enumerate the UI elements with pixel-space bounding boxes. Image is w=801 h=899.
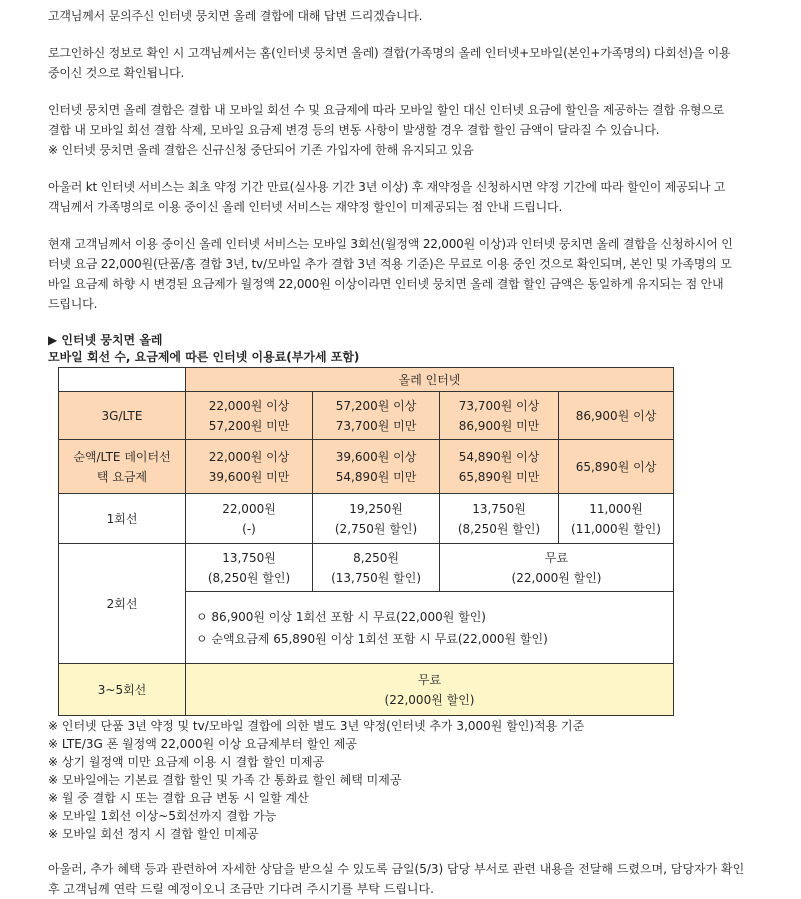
section-subtitle: 모바일 회선 수, 요금제에 따른 인터넷 이용료(부가세 포함) (48, 350, 360, 364)
answer-document (48, 6, 778, 899)
note-item: ※ 모바일 1회선 이상~5회선까지 결합 가능 (48, 809, 277, 823)
cell-line: (8,250원 할인) (207, 570, 291, 585)
cell-line: 39,600원 미만 (208, 469, 290, 484)
cell-line: 73,700원 이상 (458, 398, 540, 413)
table-cell (440, 494, 559, 544)
table-row (59, 440, 674, 494)
current-line-2: 터넷 요금 22,000원(단품/홈 결합 3년, tv/모바일 추가 결합 3년 적용 기준)은 무료로 이용 중인 것으로 확인되며, 본인 및 가족명의 모 (48, 257, 732, 271)
contract-line-2: 객님께서 가족명의로 이용 중이신 올레 인터넷 서비스는 재약정 할인이 미제공되는 점 안내 드립니다. (48, 200, 563, 214)
closing-line-1: 아울러, 추가 혜택 등과 관련하여 자세한 상담을 받으실 수 있도록 금일(5/3) 담당 부서로 관련 내용을 전달해 드렸으며, 담당자가 확인 (48, 862, 745, 876)
cell-line: (22,000원 할인) (384, 692, 475, 707)
table-cell (313, 544, 440, 592)
table-row (59, 368, 674, 392)
table-cell (186, 494, 313, 544)
closing-line-2: 후 고객님께 연락 드릴 예정이오니 조금만 기다려 주시기를 부탁 드립니다. (48, 882, 434, 896)
table-cell (313, 494, 440, 544)
cell-line: (13,750원 할인) (331, 570, 422, 585)
cell-line: 11,000원 (589, 501, 643, 516)
table-row (59, 664, 674, 716)
cell-line: (2,750원 할인) (334, 521, 418, 536)
cell-line: 22,000원 이상 (208, 398, 290, 413)
table-cell: 65,890원 이상 (559, 440, 674, 494)
row-label-3g-lte: 3G/LTE (59, 392, 186, 440)
cell-line: 54,890원 이상 (458, 449, 540, 464)
cell-line: 순액/LTE 데이터선 (73, 449, 171, 464)
table-cell (186, 440, 313, 494)
current-line-1: 현재 고객님께서 이용 중이신 올레 인터넷 서비스는 모바일 3회선(월정액 22,000원 이상)과 인터넷 뭉치면 올레 결합을 신청하시어 인 (48, 237, 733, 251)
note-item: ※ 모바일 회선 정지 시 결합 할인 미제공 (48, 827, 259, 841)
table-cell (186, 544, 313, 592)
rate-table (58, 367, 674, 716)
table-cell (440, 440, 559, 494)
row-label-1-line: 1회선 (59, 494, 186, 544)
table-header: 올레 인터넷 (186, 368, 674, 392)
table-cell (440, 392, 559, 440)
cell-line: 57,200원 미만 (208, 418, 290, 433)
confirm-line-2: 중이신 것으로 확인됩니다. (48, 66, 185, 80)
description-paragraph (48, 100, 778, 160)
table-cell (313, 440, 440, 494)
note-item: ※ LTE/3G 폰 월정액 22,000원 이상 요금제부터 할인 제공 (48, 737, 357, 751)
table-row (59, 544, 674, 592)
current-line-4: 드립니다. (48, 297, 98, 311)
contract-line-1: 아울러 kt 인터넷 서비스는 최초 약정 기간 만료(실사용 기간 3년 이상) 후 재약정을 신청하시면 약정 기간에 따라 할인이 제공되나 고 (48, 180, 726, 194)
cell-line: 86,900원 미만 (458, 418, 540, 433)
table-row (59, 392, 674, 440)
note-item: ※ 상기 월정액 미만 요금제 이용 시 결합 할인 미제공 (48, 755, 325, 769)
cell-line: 택 요금제 (96, 469, 148, 484)
two-line-conditions (186, 592, 674, 664)
note-item: ※ 월 중 결합 시 또는 결합 요금 변동 시 일할 계산 (48, 791, 309, 805)
cell-line: 39,600원 이상 (335, 449, 417, 464)
table-cell (440, 544, 674, 592)
row-label-3-5-lines: 3~5회선 (59, 664, 186, 716)
cell-line: 무료 (544, 550, 569, 565)
cell-line: (22,000원 할인) (511, 570, 602, 585)
cell-line: (8,250원 할인) (457, 521, 541, 536)
table-row (59, 494, 674, 544)
cell-line: (-) (242, 521, 256, 536)
current-usage-paragraph (48, 234, 778, 314)
cell-line: 22,000원 (222, 501, 276, 516)
note-item: ※ 모바일에는 기본료 결합 할인 및 가족 간 통화료 할인 혜택 미제공 (48, 773, 402, 787)
row-label-2-lines: 2회선 (59, 544, 186, 664)
table-cell (559, 494, 674, 544)
confirm-paragraph (48, 43, 778, 83)
header-blank-cell (59, 368, 186, 392)
cell-line: 13,750원 (222, 550, 276, 565)
table-cell: 86,900원 이상 (559, 392, 674, 440)
table-cell (313, 392, 440, 440)
condition-item: ㅇ 86,900원 이상 1회선 포함 시 무료(22,000원 할인) (196, 609, 486, 624)
cell-line: 무료 (417, 672, 442, 687)
notes-list (48, 717, 778, 843)
cell-line: 57,200원 이상 (335, 398, 417, 413)
table-cell (186, 664, 674, 716)
cell-line: 73,700원 미만 (335, 418, 417, 433)
closing-paragraph (48, 859, 778, 899)
description-note: ※ 인터넷 뭉치면 올레 결합은 신규신청 중단되어 기존 가입자에 한해 유지되고 있음 (48, 143, 474, 157)
cell-line: 22,000원 이상 (208, 449, 290, 464)
description-line-1: 인터넷 뭉치면 올레 결합은 결합 내 모바일 회선 수 및 요금제에 따라 모바일 할인 대신 인터넷 요금에 할인을 제공하는 결합 유형으로 (48, 103, 725, 117)
row-label-data-plan (59, 440, 186, 494)
section-title: ▶ 인터넷 뭉치면 올레 (48, 333, 163, 347)
confirm-line-1: 로그인하신 정보로 확인 시 고객님께서는 홈(인터넷 뭉치면 올레) 결합(가족명의 올레 인터넷+모바일(본인+가족명의) 다회선)을 이용 (48, 46, 731, 60)
contract-paragraph (48, 177, 778, 217)
current-line-3: 바일 요금제 하향 시 변경된 요금제가 월정액 22,000원 이상이라면 인터넷 뭉치면 올레 결합 할인 금액은 동일하게 유지되는 점 안내 (48, 277, 724, 291)
cell-line: 8,250원 (353, 550, 400, 565)
note-item: ※ 인터넷 단품 3년 약정 및 tv/모바일 결합에 의한 별도 3년 약정(인터넷 추가 3,000원 할인)적용 기준 (48, 719, 585, 733)
cell-line: (11,000원 할인) (571, 521, 661, 536)
description-line-2: 결합 내 모바일 회선 결합 삭제, 모바일 요금제 변경 등의 변동 사항이 발생할 경우 결합 할인 금액이 달라질 수 있습니다. (48, 123, 660, 137)
cell-line: 65,890원 미만 (458, 469, 540, 484)
greeting-paragraph (48, 6, 778, 26)
cell-line: 19,250원 (349, 501, 403, 516)
greeting-text: 고객님께서 문의주신 인터넷 뭉치면 올레 결합에 대해 답변 드리겠습니다. (48, 9, 423, 23)
condition-item: ㅇ 순액요금제 65,890원 이상 1회선 포함 시 무료(22,000원 할인) (196, 631, 548, 646)
cell-line: 13,750원 (472, 501, 526, 516)
cell-line: 54,890원 미만 (335, 469, 417, 484)
table-cell (186, 392, 313, 440)
